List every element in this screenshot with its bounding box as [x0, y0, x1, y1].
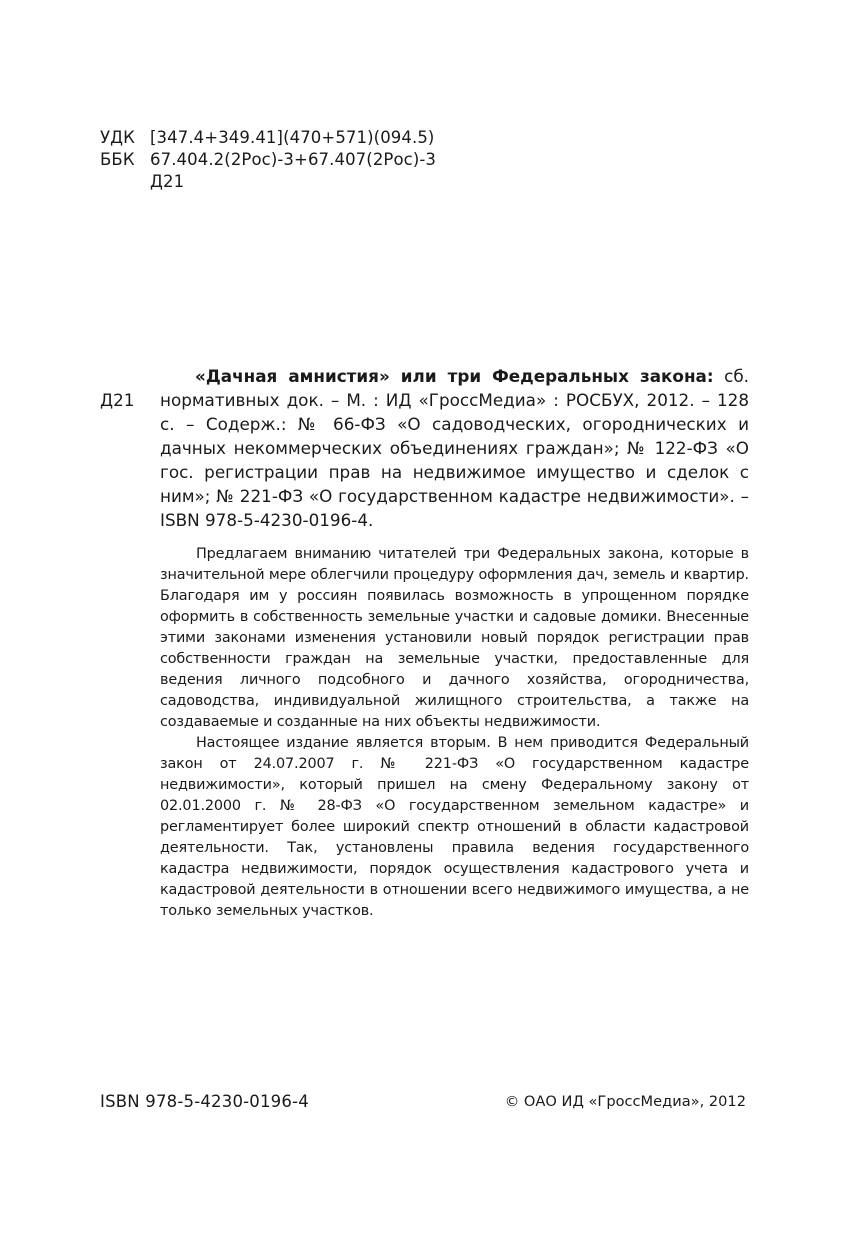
- classification-block: [100, 127, 436, 193]
- biblio-record: [160, 364, 749, 532]
- book-title: «Дачная амнистия» или три Федеральных закона:: [195, 366, 714, 386]
- annotation-paragraph: Настоящее издание является вторым. В нем приводится Федеральный закон от 24.07.2007 г. № 221-ФЗ «О государственном кадастре недвижимости», который пришел на смену Федеральному закону от 02.01.2000 г. № 28-ФЗ «О государственном земельном кадастре» и регламентирует более широкий спектр отношений в области кадастровой деятельности. Так, установлены правила ведения государственного кадастра недвижимости, порядок осуществления кадастрового учета и кадастровой деятельности в отношении всего недвижимого имущества, а не только земельных участков.: [160, 735, 749, 919]
- author-mark: Д21: [150, 172, 185, 191]
- bbk-code: 67.404.2(2Рос)-3+67.407(2Рос)-3: [150, 150, 437, 169]
- bibliographic-description: [100, 364, 749, 532]
- biblio-author-mark: Д21: [100, 390, 135, 410]
- udk-label: УДК: [100, 128, 135, 147]
- annotation-paragraph: Предлагаем вниманию читателей три Федеральных закона, которые в значительной мере облегчили процедуру оформления дач, земель и квартир. Благодаря им у россиян появилась возможность в упрощенном порядке оформить в собственность земельные участки и садовые домики. Внесенные этими законами изменения установили новый порядок регистрации прав собственности граждан на земельные участки, предоставленные для ведения личного подсобного и дачного хозяйства, огородничества, садоводства, индивидуальной жилищного строительства, а также на создаваемые и созданные на них объекты недвижимости.: [160, 546, 749, 730]
- copyright-notice: © ОАО ИД «ГроссМедиа», 2012: [504, 1093, 746, 1110]
- author-mark-row: [100, 171, 436, 193]
- udk-row: [100, 127, 436, 149]
- bbk-label: ББК: [100, 150, 135, 169]
- bbk-row: [100, 149, 436, 171]
- biblio-details: сб. нормативных док. – М. : ИД «ГроссМедиа» : РОСБУХ, 2012. – 128 с. – Содерж.: № 66-ФЗ «О садоводческих, огороднических и дачных некоммерческих объединениях граждан»; № 122-ФЗ «О гос. регистрации прав на недвижимое имущество и сделок с ним»; № 221-ФЗ «О государственном кадастре недвижимости». – ISBN 978-5-4230-0196-4.: [160, 366, 749, 530]
- annotation: [160, 544, 749, 922]
- isbn-footer: ISBN 978-5-4230-0196-4: [100, 1092, 309, 1111]
- udk-code: [347.4+349.41](470+571)(094.5): [150, 128, 435, 147]
